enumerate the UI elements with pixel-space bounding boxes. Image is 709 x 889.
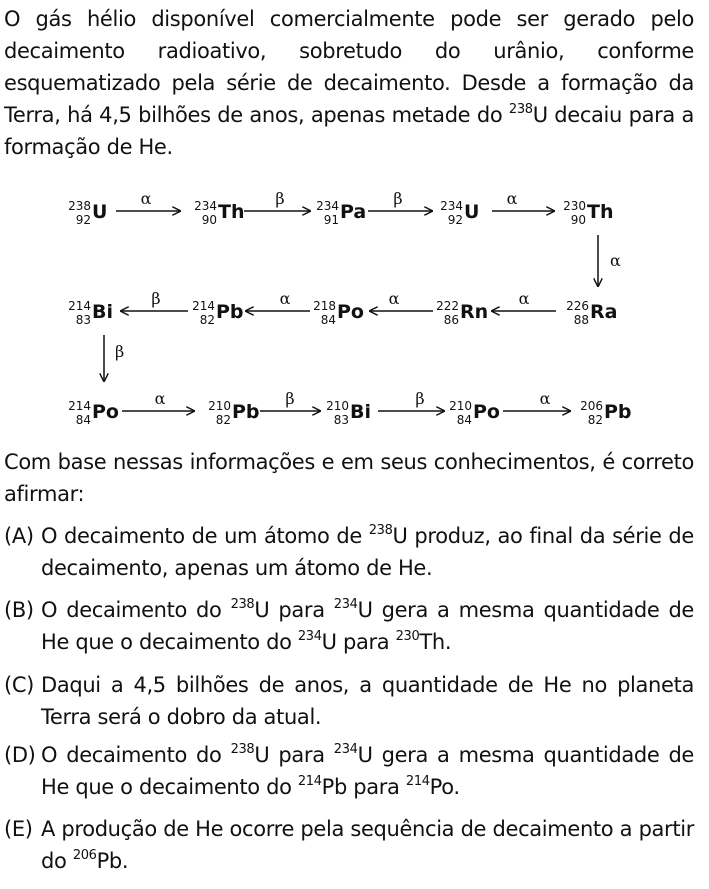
- atomic-number: 83: [333, 413, 349, 427]
- decay-arrow: [122, 389, 194, 411]
- decay-arrow: [492, 289, 556, 311]
- atomic-number: 82: [215, 413, 231, 427]
- decay-arrow: [378, 389, 444, 411]
- decay-arrow: [104, 335, 124, 381]
- option-text: O decaimento de um átomo de $^{238}$U produz, ao final da série de decaimento, apenas um átomo de He.: [41, 523, 694, 580]
- option-letter: (B): [4, 598, 34, 622]
- element-symbol: Po: [473, 401, 500, 423]
- mass-number: 230: [563, 199, 586, 213]
- element-symbol: Th: [218, 201, 245, 223]
- element-symbol: Pb: [604, 401, 632, 423]
- atomic-number: 90: [570, 213, 586, 227]
- option-e[interactable]: [4, 813, 694, 877]
- element-symbol: Pa: [340, 201, 367, 223]
- nuclide-po-218: [313, 299, 364, 327]
- decay-series-diagram: [0, 186, 709, 436]
- atomic-number: 84: [75, 413, 91, 427]
- nuclide-rn-222: [436, 299, 488, 327]
- mass-number: 206: [580, 399, 603, 413]
- mass-number: 234: [194, 199, 217, 213]
- decay-arrow: [116, 189, 180, 211]
- nuclide-th-234: [194, 199, 244, 227]
- element-symbol: U: [464, 201, 480, 223]
- decay-arrow: [503, 389, 570, 411]
- atomic-number: 92: [447, 213, 463, 227]
- mass-number: 238: [68, 199, 91, 213]
- nuclide-bi-214: [68, 299, 113, 327]
- nuclide-pa-234: [316, 199, 366, 227]
- mass-number: 234: [440, 199, 463, 213]
- beta-decay-label: β: [285, 389, 295, 408]
- mass-number: 210: [326, 399, 349, 413]
- element-symbol: Bi: [92, 301, 113, 323]
- intro-paragraph: O gás hélio disponível comercialmente pode ser gerado pelo decaimento radioativo, sobretudo do urânio, conforme esquematizado pela série de decaimento. Desde a formação da Terra, há 4,5 bilhões de anos, apenas metade do $^{238}$U decaiu para a formação de He.: [4, 7, 695, 159]
- element-symbol: Pb: [232, 401, 260, 423]
- atomic-number: 92: [75, 213, 91, 227]
- nuclide-pb-210: [208, 399, 259, 427]
- alpha-decay-label: α: [506, 189, 518, 208]
- nuclide-u-238: [68, 199, 107, 227]
- decay-arrow: [598, 235, 621, 286]
- nuclide-po-210: [449, 399, 500, 427]
- element-symbol: Pb: [216, 301, 244, 323]
- atomic-number: 88: [573, 313, 589, 327]
- option-text: O decaimento do $^{238}$U para $^{234}$U gera a mesma quantidade de He que o decaimento do $^{214}$Pb para $^{214}$Po.: [41, 742, 694, 799]
- option-a[interactable]: [4, 520, 694, 584]
- atomic-number: 90: [201, 213, 217, 227]
- mass-number: 222: [436, 299, 459, 313]
- decay-arrow: [260, 389, 320, 411]
- alpha-decay-label: α: [140, 189, 152, 208]
- decay-arrow: [492, 189, 554, 211]
- beta-decay-label: β: [151, 289, 161, 308]
- decay-arrow: [370, 289, 433, 311]
- mass-number: 214: [68, 399, 91, 413]
- beta-decay-label: β: [115, 342, 125, 361]
- atomic-number: 84: [456, 413, 472, 427]
- atomic-number: 82: [199, 313, 215, 327]
- nuclide-th-230: [563, 199, 613, 227]
- element-symbol: U: [92, 201, 108, 223]
- option-letter: (D): [4, 743, 36, 767]
- alpha-decay-label: α: [518, 289, 530, 308]
- nuclide-pb-214: [192, 299, 243, 327]
- atomic-number: 83: [75, 313, 91, 327]
- decay-arrow: [246, 289, 310, 311]
- decay-arrow: [121, 289, 188, 311]
- mass-number: 214: [192, 299, 215, 313]
- atomic-number: 84: [320, 313, 336, 327]
- alpha-decay-label: α: [388, 289, 400, 308]
- atomic-number: 91: [323, 213, 339, 227]
- atomic-number: 86: [443, 313, 459, 327]
- atomic-number: 82: [587, 413, 603, 427]
- option-d[interactable]: [4, 739, 694, 803]
- beta-decay-label: β: [393, 189, 403, 208]
- beta-decay-label: β: [275, 189, 285, 208]
- option-c[interactable]: [4, 669, 694, 733]
- element-symbol: Th: [587, 201, 614, 223]
- nuclide-bi-210: [326, 399, 371, 427]
- element-symbol: Rn: [460, 301, 489, 323]
- element-symbol: Po: [92, 401, 119, 423]
- nuclide-pb-206: [580, 399, 631, 427]
- mass-number: 218: [313, 299, 336, 313]
- beta-decay-label: β: [415, 389, 425, 408]
- mass-number: 234: [316, 199, 339, 213]
- question-stem: Com base nessas informações e em seus conhecimentos, é correto afirmar:: [4, 450, 694, 506]
- option-letter: (C): [4, 673, 34, 697]
- element-symbol: Bi: [350, 401, 371, 423]
- alpha-decay-label: α: [539, 389, 551, 408]
- alpha-decay-label: α: [279, 289, 291, 308]
- mass-number: 210: [449, 399, 472, 413]
- option-b[interactable]: [4, 594, 694, 658]
- nuclide-po-214: [68, 399, 119, 427]
- option-letter: (A): [4, 524, 34, 548]
- option-text: Daqui a 4,5 bilhões de anos, a quantidade de He no planeta Terra será o dobro da atual.: [41, 673, 694, 729]
- option-text: O decaimento do $^{238}$U para $^{234}$U gera a mesma quantidade de He que o decaimento do $^{234}$U para $^{230}$Th.: [41, 597, 694, 654]
- alpha-decay-label: α: [154, 389, 166, 408]
- nuclide-u-234: [440, 199, 479, 227]
- element-symbol: Po: [337, 301, 364, 323]
- element-symbol: Ra: [590, 301, 618, 323]
- decay-arrow: [368, 189, 432, 211]
- decay-arrow: [244, 189, 310, 211]
- mass-number: 210: [208, 399, 231, 413]
- mass-number: 226: [566, 299, 589, 313]
- option-text: A produção de He ocorre pela sequência de decaimento a partir do $^{206}$Pb.: [41, 817, 694, 873]
- option-letter: (E): [4, 817, 33, 841]
- nuclide-ra-226: [566, 299, 617, 327]
- mass-number: 214: [68, 299, 91, 313]
- alpha-decay-label: α: [610, 251, 621, 270]
